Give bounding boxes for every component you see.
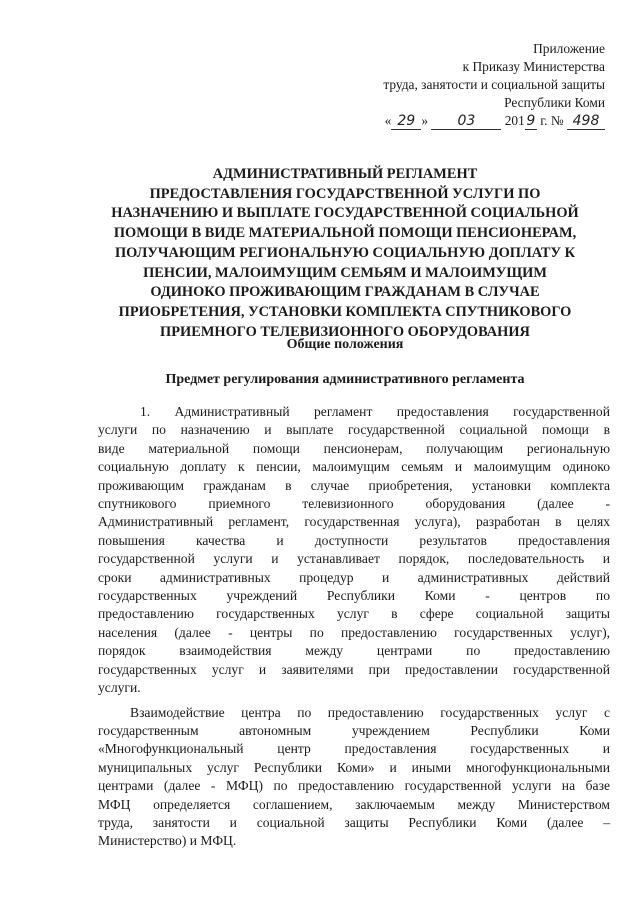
paragraph-line: государственных услуг и заявителями при предоставлении государственной <box>98 661 610 677</box>
paragraph-line: спутникового приемного телевизионного оборудования (далее - <box>98 496 610 512</box>
paragraph-line: государственной услуги и устанавливает порядок, последовательность и <box>98 551 610 567</box>
subsection-heading: Предмет регулирования административного регламента <box>165 372 525 387</box>
paragraph-line: услуги по назначению и выплате государственной социальной помощи в <box>98 422 610 438</box>
paragraph-line: проживающим гражданам в случае приобретения, установки комплекта <box>98 477 610 493</box>
paragraph-first-line: 1. Административный регламент предоставления государственной <box>140 404 610 419</box>
paragraph-line: муниципальных услуг Республики Коми» и иными многофункциональными <box>98 759 610 775</box>
paragraph-line: государственным автономным учреждением Республики Коми <box>98 722 610 738</box>
paragraph-line: повышения качества и доступности результатов предоставления <box>98 532 610 548</box>
paragraph-line: Административный регламент, государственная услуга), разработан в целях <box>98 514 610 530</box>
paragraph-line: труда, занятости и социальной защиты Республики Коми (далее – <box>98 814 610 830</box>
paragraph <box>98 704 610 851</box>
title-line: АДМИНИСТРАТИВНЫЙ РЕГЛАМЕНТ <box>212 166 478 182</box>
appendix-line: Республики Коми <box>504 95 605 110</box>
paragraph-line: сроки административных процедур и административных действий <box>98 569 610 585</box>
section-heading: Общие положения <box>286 337 404 352</box>
title-line: ПОМОЩИ В ВИДЕ МАТЕРИАЛЬНОЙ ПОМОЩИ ПЕНСИОНЕРАМ, <box>113 225 577 242</box>
appendix-line: Приложение <box>533 41 605 56</box>
paragraph-line: государственных учреждений Республики Коми - центров по <box>98 588 610 604</box>
paragraph-line: населения (далее - центры по предоставлению государственных услуг), <box>98 624 610 640</box>
document-body <box>98 403 610 857</box>
appendix-block <box>383 40 605 130</box>
paragraph-line: виде материальной помощи пенсионерам, получающим региональную <box>98 440 610 456</box>
title-line: ПЕНСИИ, МАЛОИМУЩИМ СЕМЬЯМ И МАЛОИМУЩИМ <box>143 264 547 281</box>
paragraph-line: МФЦ определяется соглашением, заключаемым между Министерством <box>98 796 610 812</box>
paragraph <box>98 403 610 698</box>
appendix-line: к Приказу Министерства <box>462 59 605 74</box>
title-line: ОДИНОКО ПРОЖИВАЮЩИМ ГРАЖДАНАМ В СЛУЧАЕ <box>150 284 540 301</box>
title-line: ПРЕДОСТАВЛЕНИЯ ГОСУДАРСТВЕННОЙ УСЛУГИ ПО <box>149 185 541 202</box>
title-line: НАЗНАЧЕНИЮ И ВЫПЛАТЕ ГОСУДАРСТВЕННОЙ СОЦИАЛЬНОЙ <box>111 205 579 222</box>
close-quote: » <box>421 113 429 128</box>
title-line: ПРИЕМНОГО ТЕЛЕВИЗИОННОГО ОБОРУДОВАНИЯ <box>160 323 530 340</box>
order-day: 29 <box>391 114 421 130</box>
paragraph-line: центрами (далее - МФЦ) по предоставлению государственной услуги на базе <box>98 778 610 794</box>
paragraph-line: Министерство) и МФЦ. <box>98 833 237 849</box>
order-year-unit: г. № <box>540 113 564 128</box>
paragraph-line: социальную доплату к пенсии, малоимущим семьям и малоимущим одиноко <box>98 459 610 475</box>
paragraph-line: порядок взаимодействия между центрами по предоставлению <box>98 643 610 659</box>
paragraph-line: услуги. <box>98 680 141 696</box>
order-year-prefix: 201 <box>504 113 525 128</box>
appendix-line: труда, занятости и социальной защиты <box>383 77 605 92</box>
open-quote: « <box>384 113 392 128</box>
order-number: 498 <box>567 114 605 130</box>
document-title <box>85 165 605 342</box>
paragraph-first-line: Взаимодействие центра по предоставлению государственных услуг с <box>130 704 610 720</box>
title-line: ПОЛУЧАЮЩИМ РЕГИОНАЛЬНУЮ СОЦИАЛЬНУЮ ДОПЛАТУ К <box>114 244 576 261</box>
order-year-suffix: 9 <box>526 113 536 129</box>
title-line: ПРИОБРЕТЕНИЯ, УСТАНОВКИ КОМПЛЕКТА СПУТНИКОВОГО <box>118 303 572 320</box>
paragraph-line: «Многофункциональный центр предоставления государственных и <box>98 741 610 757</box>
order-date-line <box>383 112 605 130</box>
order-month: 03 <box>431 114 501 130</box>
paragraph-line: предоставлению государственных услуг в сфере социальной защиты <box>98 606 610 622</box>
